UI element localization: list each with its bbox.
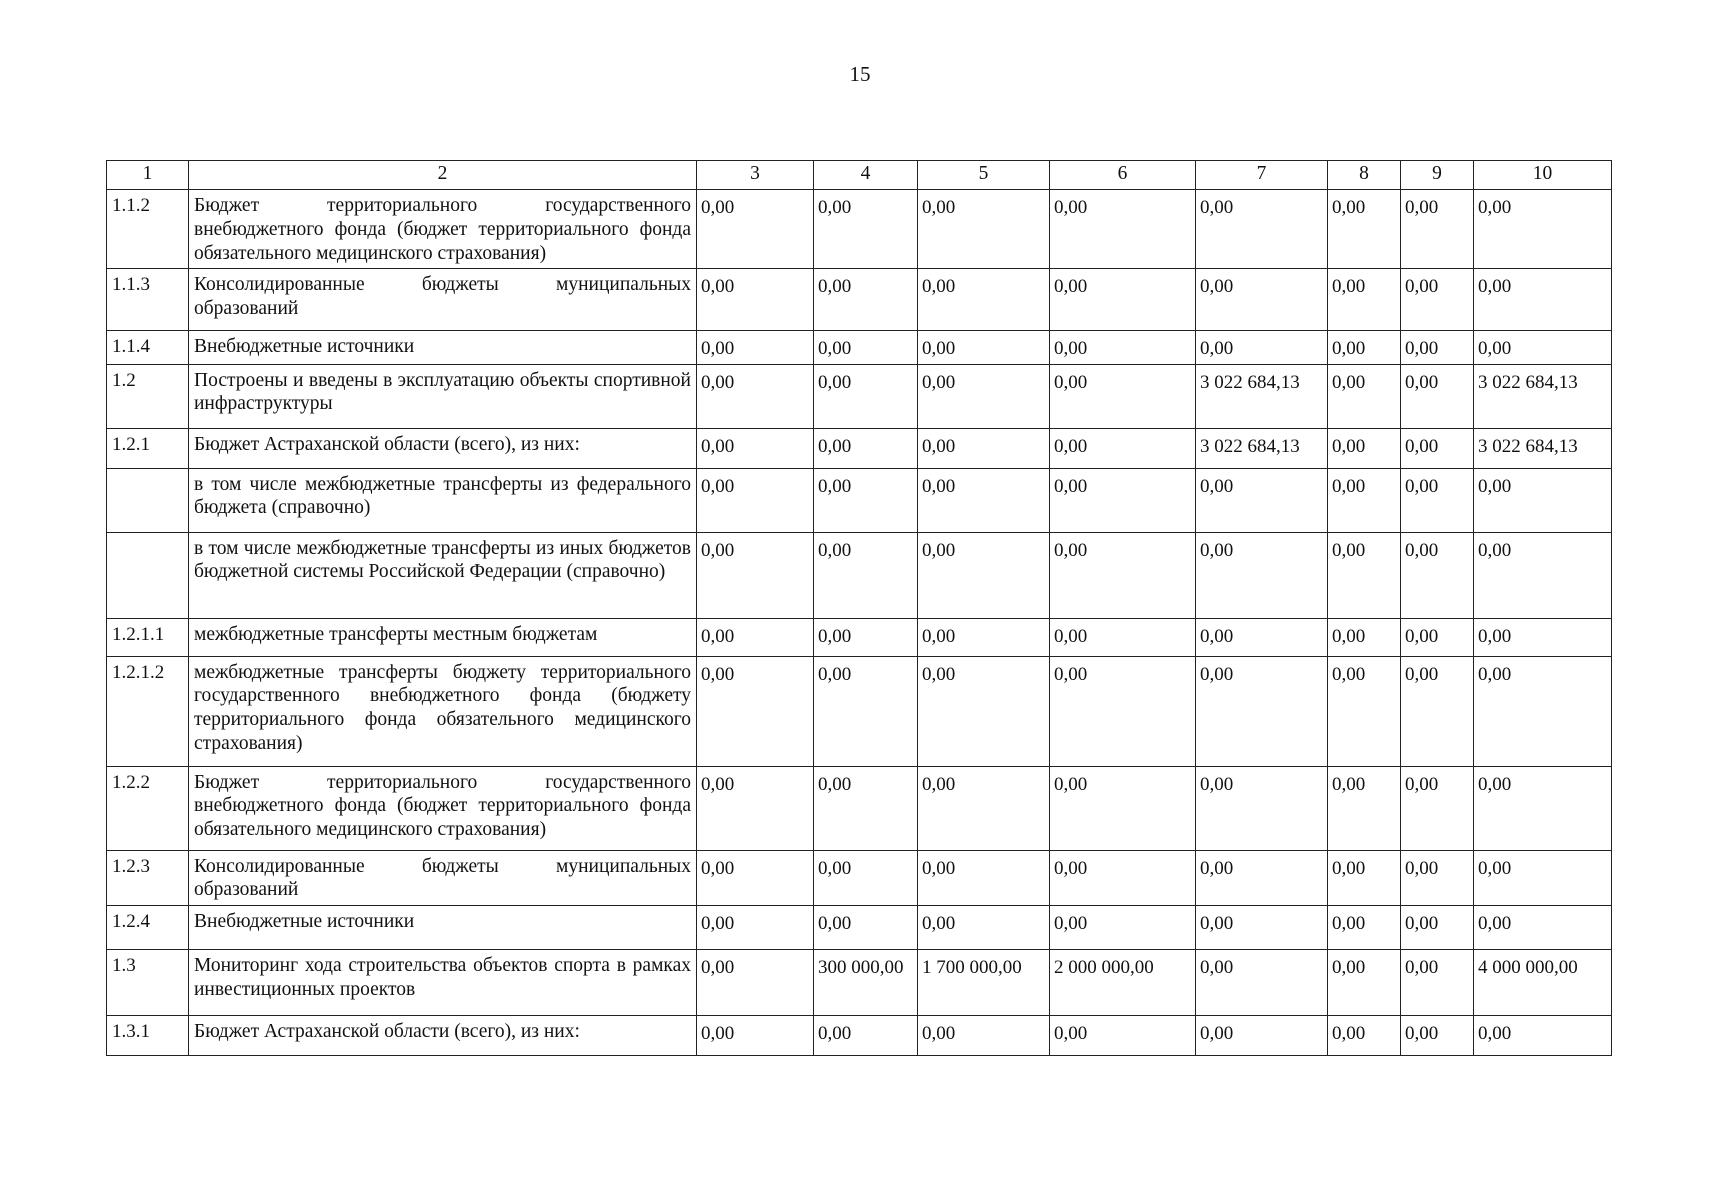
value-cell: 0,00 (1401, 269, 1474, 331)
value-cell: 0,00 (1401, 468, 1474, 532)
value-cell: 0,00 (1196, 269, 1328, 331)
table-row (107, 269, 1612, 331)
value-cell: 0,00 (918, 331, 1050, 364)
row-description: Бюджет территориального государственного внебюджетного фонда (бюджет территориального фонда обязательного медицинского страхования) (189, 766, 697, 850)
value-cell: 0,00 (1401, 190, 1474, 269)
column-header: 1 (107, 161, 189, 190)
row-description: Внебюджетные источники (189, 906, 697, 950)
value-cell: 0,00 (1474, 269, 1612, 331)
table-row (107, 1016, 1612, 1056)
value-cell: 0,00 (697, 766, 814, 850)
value-cell: 0,00 (1474, 331, 1612, 364)
table-row (107, 428, 1612, 468)
value-cell: 0,00 (918, 766, 1050, 850)
row-code: 1.2 (107, 364, 189, 428)
table-body (107, 190, 1612, 1056)
value-cell: 0,00 (1328, 190, 1401, 269)
value-cell: 0,00 (1328, 1016, 1401, 1056)
value-cell: 0,00 (918, 532, 1050, 618)
value-cell: 3 022 684,13 (1196, 428, 1328, 468)
value-cell: 0,00 (1050, 468, 1196, 532)
value-cell: 300 000,00 (814, 950, 918, 1016)
value-cell: 0,00 (1196, 906, 1328, 950)
value-cell: 0,00 (918, 190, 1050, 269)
value-cell: 0,00 (697, 850, 814, 906)
row-description: Консолидированные бюджеты муниципальных образований (189, 850, 697, 906)
value-cell: 0,00 (697, 1016, 814, 1056)
column-header: 2 (189, 161, 697, 190)
value-cell: 0,00 (1474, 532, 1612, 618)
value-cell: 0,00 (1050, 1016, 1196, 1056)
value-cell: 0,00 (918, 618, 1050, 656)
value-cell: 0,00 (697, 906, 814, 950)
value-cell: 1 700 000,00 (918, 950, 1050, 1016)
value-cell: 0,00 (697, 428, 814, 468)
value-cell: 0,00 (1401, 1016, 1474, 1056)
value-cell: 0,00 (814, 190, 918, 269)
value-cell: 0,00 (1328, 618, 1401, 656)
value-cell: 0,00 (1196, 532, 1328, 618)
value-cell: 0,00 (814, 1016, 918, 1056)
row-code: 1.2.1.2 (107, 656, 189, 766)
value-cell: 0,00 (697, 468, 814, 532)
value-cell: 0,00 (1050, 766, 1196, 850)
row-code: 1.1.3 (107, 269, 189, 331)
header-row (107, 161, 1612, 190)
value-cell: 0,00 (697, 364, 814, 428)
row-code: 1.2.3 (107, 850, 189, 906)
row-description: Внебюджетные источники (189, 331, 697, 364)
value-cell: 0,00 (1474, 468, 1612, 532)
row-description: межбюджетные трансферты местным бюджетам (189, 618, 697, 656)
row-code: 1.2.1.1 (107, 618, 189, 656)
row-description: Бюджет Астраханской области (всего), из них: (189, 1016, 697, 1056)
row-description: Бюджет территориального государственного внебюджетного фонда (бюджет территориального фонда обязательного медицинского страхования) (189, 190, 697, 269)
value-cell: 0,00 (918, 1016, 1050, 1056)
value-cell: 0,00 (697, 532, 814, 618)
column-header: 7 (1196, 161, 1328, 190)
value-cell: 0,00 (1401, 364, 1474, 428)
value-cell: 0,00 (1474, 656, 1612, 766)
table-row (107, 364, 1612, 428)
value-cell: 0,00 (814, 618, 918, 656)
table-row (107, 331, 1612, 364)
value-cell: 0,00 (918, 656, 1050, 766)
value-cell: 3 022 684,13 (1474, 364, 1612, 428)
value-cell: 0,00 (1401, 331, 1474, 364)
row-code (107, 532, 189, 618)
column-header: 5 (918, 161, 1050, 190)
row-code: 1.1.2 (107, 190, 189, 269)
value-cell: 0,00 (1050, 364, 1196, 428)
value-cell: 0,00 (697, 269, 814, 331)
value-cell: 0,00 (1196, 618, 1328, 656)
column-header: 4 (814, 161, 918, 190)
value-cell: 0,00 (1328, 269, 1401, 331)
row-code: 1.2.4 (107, 906, 189, 950)
value-cell: 0,00 (1328, 766, 1401, 850)
value-cell: 0,00 (1474, 906, 1612, 950)
value-cell: 0,00 (1328, 428, 1401, 468)
value-cell: 0,00 (1196, 850, 1328, 906)
value-cell: 0,00 (697, 331, 814, 364)
value-cell: 0,00 (1401, 656, 1474, 766)
value-cell: 0,00 (1196, 190, 1328, 269)
row-code (107, 468, 189, 532)
row-description: в том числе межбюджетные трансферты из федерального бюджета (справочно) (189, 468, 697, 532)
value-cell: 0,00 (814, 906, 918, 950)
value-cell: 0,00 (1196, 766, 1328, 850)
value-cell: 0,00 (1328, 468, 1401, 532)
value-cell: 0,00 (918, 428, 1050, 468)
value-cell: 0,00 (1474, 618, 1612, 656)
column-header: 8 (1328, 161, 1401, 190)
value-cell: 0,00 (1401, 532, 1474, 618)
row-description: межбюджетные трансферты бюджету территориального государственного внебюджетного фонда (бюджету территориального фонда обязательного медицинского страхования) (189, 656, 697, 766)
value-cell: 0,00 (814, 656, 918, 766)
value-cell: 0,00 (1050, 428, 1196, 468)
table-row (107, 468, 1612, 532)
value-cell: 0,00 (1328, 532, 1401, 618)
value-cell: 0,00 (1474, 850, 1612, 906)
value-cell: 0,00 (1401, 618, 1474, 656)
value-cell: 0,00 (1328, 906, 1401, 950)
value-cell: 0,00 (814, 428, 918, 468)
value-cell: 0,00 (697, 950, 814, 1016)
value-cell: 3 022 684,13 (1474, 428, 1612, 468)
value-cell: 0,00 (1196, 950, 1328, 1016)
table-row (107, 906, 1612, 950)
row-code: 1.3.1 (107, 1016, 189, 1056)
row-code: 1.1.4 (107, 331, 189, 364)
value-cell: 0,00 (814, 269, 918, 331)
value-cell: 0,00 (1328, 331, 1401, 364)
value-cell: 0,00 (1328, 850, 1401, 906)
row-description: Мониторинг хода строительства объектов спорта в рамках инвестиционных проектов (189, 950, 697, 1016)
column-header: 6 (1050, 161, 1196, 190)
value-cell: 0,00 (814, 532, 918, 618)
value-cell: 2 000 000,00 (1050, 950, 1196, 1016)
value-cell: 0,00 (1401, 950, 1474, 1016)
row-code: 1.3 (107, 950, 189, 1016)
value-cell: 0,00 (697, 618, 814, 656)
value-cell: 0,00 (1050, 618, 1196, 656)
value-cell: 0,00 (1050, 190, 1196, 269)
table-row (107, 950, 1612, 1016)
column-header: 3 (697, 161, 814, 190)
value-cell: 0,00 (1401, 428, 1474, 468)
column-header: 9 (1401, 161, 1474, 190)
value-cell: 0,00 (1196, 468, 1328, 532)
table-row (107, 656, 1612, 766)
row-code: 1.2.1 (107, 428, 189, 468)
table-row (107, 766, 1612, 850)
value-cell: 0,00 (697, 190, 814, 269)
value-cell: 0,00 (918, 468, 1050, 532)
value-cell: 0,00 (814, 850, 918, 906)
value-cell: 0,00 (1474, 766, 1612, 850)
value-cell: 0,00 (1050, 269, 1196, 331)
value-cell: 0,00 (918, 364, 1050, 428)
table-row (107, 532, 1612, 618)
value-cell: 0,00 (1050, 331, 1196, 364)
row-description: Консолидированные бюджеты муниципальных образований (189, 269, 697, 331)
value-cell: 0,00 (1474, 190, 1612, 269)
value-cell: 0,00 (918, 269, 1050, 331)
row-code: 1.2.2 (107, 766, 189, 850)
table-row (107, 190, 1612, 269)
value-cell: 0,00 (1401, 850, 1474, 906)
row-description: в том числе межбюджетные трансферты из иных бюджетов бюджетной системы Российской Федерации (справочно) (189, 532, 697, 618)
value-cell: 0,00 (814, 364, 918, 428)
value-cell: 0,00 (1196, 1016, 1328, 1056)
value-cell: 0,00 (1196, 656, 1328, 766)
value-cell: 0,00 (1050, 906, 1196, 950)
value-cell: 0,00 (1050, 532, 1196, 618)
value-cell: 0,00 (1328, 950, 1401, 1016)
value-cell: 0,00 (814, 766, 918, 850)
row-description: Бюджет Астраханской области (всего), из них: (189, 428, 697, 468)
value-cell: 0,00 (1328, 364, 1401, 428)
value-cell: 0,00 (918, 906, 1050, 950)
value-cell: 0,00 (1196, 331, 1328, 364)
row-description: Построены и введены в эксплуатацию объекты спортивной инфраструктуры (189, 364, 697, 428)
value-cell: 0,00 (814, 331, 918, 364)
table-row (107, 618, 1612, 656)
budget-table (106, 160, 1612, 1056)
value-cell: 3 022 684,13 (1196, 364, 1328, 428)
column-header: 10 (1474, 161, 1612, 190)
value-cell: 0,00 (697, 656, 814, 766)
table-row (107, 850, 1612, 906)
value-cell: 0,00 (814, 468, 918, 532)
value-cell: 0,00 (1328, 656, 1401, 766)
value-cell: 0,00 (918, 850, 1050, 906)
value-cell: 0,00 (1474, 1016, 1612, 1056)
value-cell: 4 000 000,00 (1474, 950, 1612, 1016)
value-cell: 0,00 (1050, 656, 1196, 766)
value-cell: 0,00 (1401, 906, 1474, 950)
value-cell: 0,00 (1401, 766, 1474, 850)
page-number: 15 (849, 62, 871, 86)
value-cell: 0,00 (1050, 850, 1196, 906)
